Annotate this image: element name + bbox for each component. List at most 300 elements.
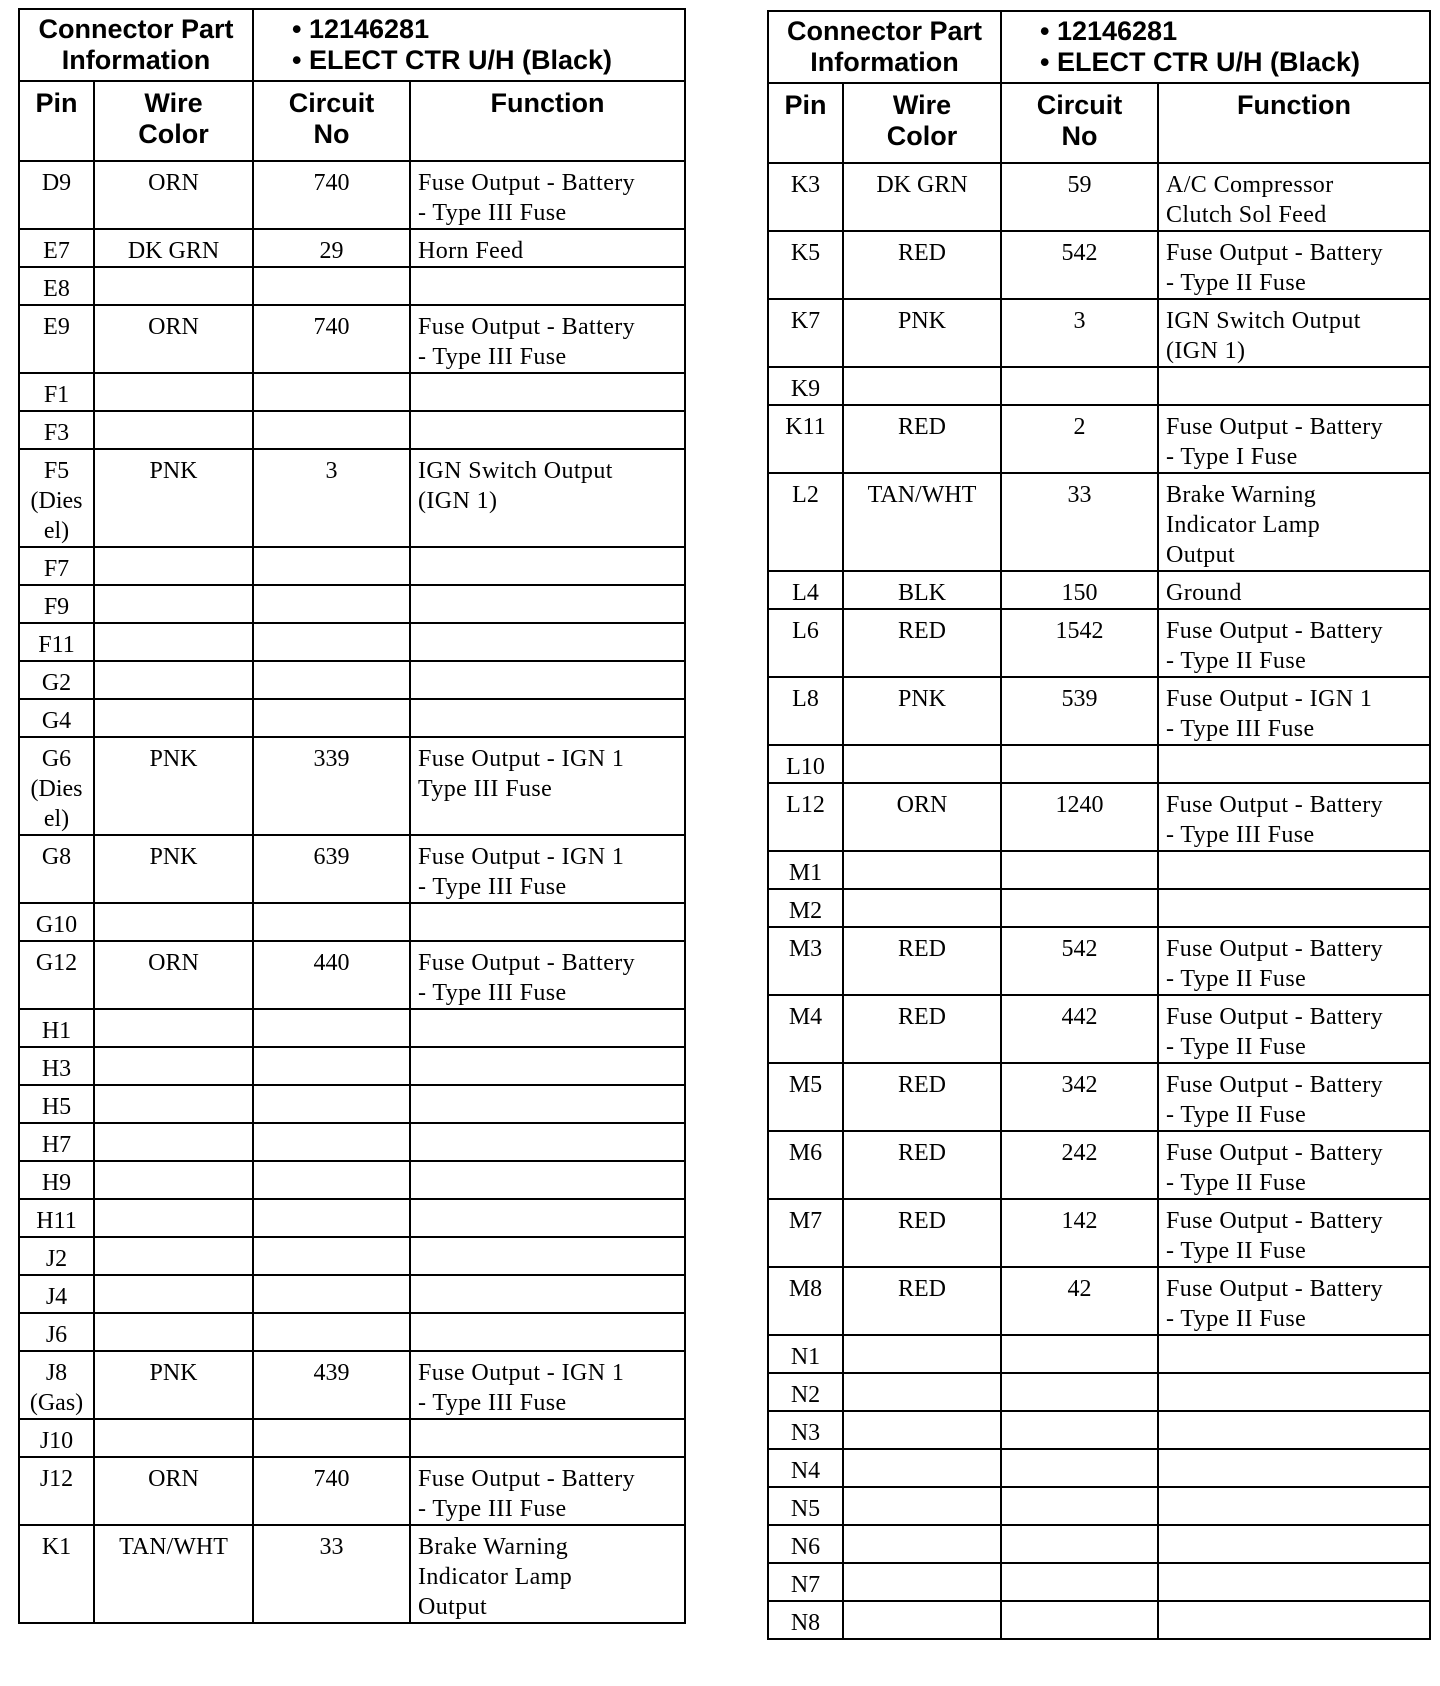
table-row	[19, 1085, 685, 1123]
table-row	[19, 1419, 685, 1457]
wire-color-cell	[94, 1351, 253, 1419]
pin-cell-text: E7	[43, 238, 70, 264]
wire-color-cell-text: RED	[898, 1276, 946, 1302]
table-row	[768, 1335, 1430, 1373]
pin-cell	[19, 1047, 94, 1085]
pin-cell-text: H5	[41, 1094, 72, 1120]
wire-color-cell	[843, 1525, 1001, 1563]
function-cell-text: Brake Warning Indicator Lamp Output	[418, 1534, 573, 1620]
pin-header: Pin	[19, 81, 94, 161]
connector-info-row	[768, 11, 1430, 83]
pin-cell	[768, 367, 843, 405]
circuit-no-cell	[253, 737, 410, 835]
pin-cell-text: J4	[45, 1284, 68, 1310]
function-cell	[1158, 367, 1430, 405]
wire-color-cell-text: DK GRN	[127, 238, 220, 264]
circuit-no-cell-text: 242	[1061, 1140, 1098, 1166]
connector-info-label: Connector Part Information	[768, 11, 1001, 83]
function-header: Function	[410, 81, 685, 161]
pin-cell	[19, 305, 94, 373]
function-cell-text: Fuse Output - Battery - Type II Fuse	[1166, 1004, 1384, 1060]
wire-color-cell-text: RED	[898, 1140, 946, 1166]
circuit-no-cell	[253, 1525, 410, 1623]
table-row	[768, 571, 1430, 609]
wire-color-header: Wire Color	[843, 83, 1001, 163]
table-row	[19, 1009, 685, 1047]
pin-cell-text: J12	[39, 1466, 74, 1492]
circuit-no-cell	[253, 1419, 410, 1457]
table-row	[768, 1449, 1430, 1487]
pin-cell	[19, 1161, 94, 1199]
pin-cell	[768, 745, 843, 783]
pin-cell-text: L4	[792, 580, 819, 606]
pin-cell	[768, 1199, 843, 1267]
pin-cell	[768, 1335, 843, 1373]
pin-cell-text: G10	[35, 912, 78, 938]
circuit-no-cell-text: 150	[1061, 580, 1098, 606]
circuit-no-cell	[253, 1161, 410, 1199]
circuit-no-cell-text: 142	[1061, 1208, 1098, 1234]
table-row	[768, 163, 1430, 231]
wire-color-cell	[94, 1237, 253, 1275]
function-cell	[410, 1085, 685, 1123]
circuit-no-cell	[1001, 1601, 1158, 1639]
pin-cell-text: E8	[43, 276, 70, 302]
circuit-no-cell-text: 1542	[1055, 618, 1104, 644]
wire-color-cell	[94, 1525, 253, 1623]
function-cell	[410, 903, 685, 941]
function-cell	[1158, 473, 1430, 571]
circuit-no-cell	[253, 835, 410, 903]
wire-color-cell	[94, 1275, 253, 1313]
function-cell-text: Fuse Output - Battery - Type II Fuse	[1166, 936, 1384, 992]
pin-cell-text: L12	[786, 792, 825, 818]
circuit-no-cell	[253, 623, 410, 661]
table-row	[19, 1457, 685, 1525]
pin-header: Pin	[768, 83, 843, 163]
function-cell	[410, 1313, 685, 1351]
function-cell-text: Fuse Output - Battery - Type III Fuse	[418, 314, 636, 370]
function-cell-text: Fuse Output - Battery - Type II Fuse	[1166, 1140, 1384, 1196]
circuit-no-cell-text: 440	[313, 950, 350, 976]
circuit-no-cell	[1001, 1267, 1158, 1335]
wire-color-cell	[94, 411, 253, 449]
pin-cell-text: M3	[788, 936, 823, 962]
pin-cell	[768, 1063, 843, 1131]
function-cell	[1158, 1063, 1430, 1131]
table-row	[768, 677, 1430, 745]
table-row	[19, 903, 685, 941]
circuit-no-cell-text: 1240	[1055, 792, 1104, 818]
function-cell-text: Fuse Output - IGN 1 - Type III Fuse	[418, 844, 625, 900]
wire-color-cell	[843, 1411, 1001, 1449]
function-cell-text: Fuse Output - Battery - Type II Fuse	[1166, 1208, 1384, 1264]
circuit-no-cell	[1001, 231, 1158, 299]
wire-color-cell	[843, 1335, 1001, 1373]
column-header-row	[768, 83, 1430, 163]
wire-color-cell	[843, 1267, 1001, 1335]
function-cell	[1158, 1267, 1430, 1335]
function-cell	[410, 267, 685, 305]
function-cell	[410, 1419, 685, 1457]
wire-color-cell	[843, 851, 1001, 889]
wire-color-cell	[94, 1199, 253, 1237]
circuit-no-cell	[1001, 1335, 1158, 1373]
circuit-no-cell	[1001, 473, 1158, 571]
function-cell-text: IGN Switch Output (IGN 1)	[1166, 308, 1361, 364]
circuit-no-cell-text: 740	[313, 170, 350, 196]
pin-cell-text: M6	[788, 1140, 823, 1166]
pin-cell	[768, 851, 843, 889]
table-row	[768, 745, 1430, 783]
table-row	[768, 473, 1430, 571]
pin-cell-text: K9	[790, 376, 821, 402]
pin-cell-text: F3	[43, 420, 70, 446]
wire-color-cell	[94, 229, 253, 267]
wire-color-cell-text: PNK	[149, 746, 198, 772]
pin-cell	[19, 585, 94, 623]
circuit-no-cell-text: 42	[1067, 1276, 1092, 1302]
table-row	[19, 373, 685, 411]
connector-info-value: • 12146281 • ELECT CTR U/H (Black)	[253, 9, 685, 81]
table-row	[19, 737, 685, 835]
wire-color-cell-text: RED	[898, 1208, 946, 1234]
pin-cell	[768, 1449, 843, 1487]
wire-color-cell-text: PNK	[149, 458, 198, 484]
table-row	[19, 941, 685, 1009]
table-row	[19, 449, 685, 547]
wire-color-cell-text: RED	[898, 414, 946, 440]
pin-cell	[19, 1457, 94, 1525]
function-cell	[410, 835, 685, 903]
wire-color-cell	[843, 783, 1001, 851]
wire-color-cell	[843, 231, 1001, 299]
table-row	[768, 1199, 1430, 1267]
function-cell	[1158, 1487, 1430, 1525]
circuit-no-cell	[1001, 571, 1158, 609]
pin-cell	[768, 1487, 843, 1525]
wire-color-cell	[843, 163, 1001, 231]
circuit-no-cell	[253, 1457, 410, 1525]
wire-color-cell	[843, 995, 1001, 1063]
pin-cell	[768, 995, 843, 1063]
function-cell	[1158, 1563, 1430, 1601]
wire-color-cell	[94, 1047, 253, 1085]
wire-color-cell-text: ORN	[148, 950, 199, 976]
pin-cell-text: F5 (Dies el)	[30, 458, 83, 544]
pin-cell	[19, 411, 94, 449]
wire-color-cell	[843, 299, 1001, 367]
circuit-no-cell	[1001, 1411, 1158, 1449]
function-cell	[1158, 1131, 1430, 1199]
circuit-no-cell-text: 3	[1073, 308, 1086, 334]
function-cell-text: Fuse Output - IGN 1 - Type III Fuse	[418, 1360, 625, 1416]
pin-cell-text: K11	[785, 414, 826, 440]
function-cell	[410, 941, 685, 1009]
table-row	[768, 1525, 1430, 1563]
pin-cell	[768, 405, 843, 473]
pin-cell-text: H9	[41, 1170, 72, 1196]
wire-color-cell	[843, 571, 1001, 609]
function-cell	[410, 411, 685, 449]
pin-cell	[768, 299, 843, 367]
function-cell-text: Fuse Output - Battery - Type II Fuse	[1166, 618, 1384, 674]
pin-cell-text: N4	[790, 1458, 821, 1484]
circuit-no-cell	[1001, 677, 1158, 745]
table-row	[768, 783, 1430, 851]
function-cell	[410, 1525, 685, 1623]
function-cell	[410, 1123, 685, 1161]
pin-cell	[768, 1601, 843, 1639]
wire-color-cell	[94, 547, 253, 585]
function-cell	[1158, 571, 1430, 609]
pin-cell-text: D9	[41, 170, 72, 196]
wire-color-cell-text: RED	[898, 1004, 946, 1030]
pin-cell-text: K1	[41, 1534, 72, 1560]
pin-cell	[768, 163, 843, 231]
wire-color-cell	[94, 903, 253, 941]
table-row	[768, 1487, 1430, 1525]
circuit-no-cell	[253, 1123, 410, 1161]
circuit-no-cell	[253, 941, 410, 1009]
pin-cell	[19, 161, 94, 229]
wire-color-cell	[843, 1373, 1001, 1411]
circuit-no-cell	[253, 373, 410, 411]
function-header: Function	[1158, 83, 1430, 163]
wire-color-cell	[94, 161, 253, 229]
pin-cell-text: H3	[41, 1056, 72, 1082]
wire-color-cell	[94, 449, 253, 547]
circuit-no-cell-text: 639	[313, 844, 350, 870]
pin-cell	[768, 609, 843, 677]
table-row	[19, 1199, 685, 1237]
function-cell	[1158, 745, 1430, 783]
pin-cell	[19, 941, 94, 1009]
function-cell	[1158, 609, 1430, 677]
circuit-no-cell-text: 740	[313, 1466, 350, 1492]
wire-color-cell-text: PNK	[149, 844, 198, 870]
wire-color-cell	[94, 373, 253, 411]
pin-cell-text: J2	[45, 1246, 68, 1272]
circuit-no-cell	[253, 1237, 410, 1275]
pin-cell-text: M8	[788, 1276, 823, 1302]
circuit-no-cell-text: 339	[313, 746, 350, 772]
table-row	[19, 1351, 685, 1419]
table-row	[19, 305, 685, 373]
pin-cell	[19, 267, 94, 305]
wire-color-cell	[843, 677, 1001, 745]
wire-color-cell	[94, 835, 253, 903]
pin-cell	[19, 229, 94, 267]
wire-color-cell	[843, 1563, 1001, 1601]
pin-cell-text: K7	[790, 308, 821, 334]
circuit-no-cell	[253, 1085, 410, 1123]
pin-cell	[768, 1267, 843, 1335]
pin-cell	[19, 1525, 94, 1623]
function-cell	[1158, 889, 1430, 927]
pin-cell-text: F1	[43, 382, 70, 408]
function-cell	[1158, 851, 1430, 889]
circuit-no-cell-text: 2	[1073, 414, 1086, 440]
pin-cell-text: L8	[792, 686, 819, 712]
wire-color-cell-text: TAN/WHT	[867, 482, 977, 508]
pin-cell	[19, 1123, 94, 1161]
function-cell	[410, 373, 685, 411]
circuit-no-cell	[253, 411, 410, 449]
function-cell-text: Fuse Output - Battery - Type I Fuse	[1166, 414, 1384, 470]
circuit-no-cell	[1001, 1199, 1158, 1267]
wire-color-cell-text: BLK	[898, 580, 946, 606]
pin-cell-text: J6	[45, 1322, 68, 1348]
function-cell	[410, 449, 685, 547]
circuit-no-cell	[1001, 299, 1158, 367]
pin-cell	[19, 699, 94, 737]
function-cell-text: Horn Feed	[418, 238, 524, 264]
table-row	[19, 699, 685, 737]
function-cell	[410, 1009, 685, 1047]
pin-cell-text: H7	[41, 1132, 72, 1158]
function-cell	[410, 1237, 685, 1275]
circuit-no-cell	[1001, 1563, 1158, 1601]
wire-color-cell	[843, 927, 1001, 995]
wire-color-cell-text: PNK	[149, 1360, 198, 1386]
pin-cell-text: M1	[788, 860, 823, 886]
pin-cell	[19, 1275, 94, 1313]
pin-cell-text: F9	[43, 594, 70, 620]
wire-color-cell-text: ORN	[148, 170, 199, 196]
circuit-no-cell-text: 342	[1061, 1072, 1098, 1098]
wire-color-cell-text: DK GRN	[876, 172, 968, 198]
wire-color-cell	[843, 1131, 1001, 1199]
circuit-no-cell	[1001, 1525, 1158, 1563]
pin-cell-text: M5	[788, 1072, 823, 1098]
pin-cell	[19, 903, 94, 941]
circuit-no-cell	[1001, 889, 1158, 927]
circuit-no-cell	[1001, 405, 1158, 473]
circuit-no-cell	[253, 267, 410, 305]
wire-color-cell	[94, 699, 253, 737]
table-row	[768, 889, 1430, 927]
circuit-no-cell	[253, 903, 410, 941]
circuit-no-cell	[1001, 1063, 1158, 1131]
circuit-no-cell	[253, 161, 410, 229]
circuit-no-cell	[253, 661, 410, 699]
circuit-no-cell	[1001, 1449, 1158, 1487]
function-cell	[410, 737, 685, 835]
table-row	[19, 1275, 685, 1313]
pin-cell-text: G8	[41, 844, 72, 870]
pin-cell-text: G12	[35, 950, 78, 976]
function-cell	[1158, 1335, 1430, 1373]
function-cell-text: Fuse Output - Battery - Type II Fuse	[1166, 1072, 1384, 1128]
pin-cell-text: G6 (Dies el)	[30, 746, 83, 832]
circuit-no-cell-text: 59	[1067, 172, 1092, 198]
wire-color-cell	[94, 1085, 253, 1123]
pin-cell	[19, 373, 94, 411]
pin-cell	[768, 1411, 843, 1449]
wire-color-cell	[94, 941, 253, 1009]
pin-cell	[19, 449, 94, 547]
connector-table-left	[18, 8, 686, 1624]
function-cell	[410, 699, 685, 737]
function-cell	[1158, 1601, 1430, 1639]
wire-color-cell	[843, 1199, 1001, 1267]
column-header-row	[19, 81, 685, 161]
wire-color-cell	[843, 473, 1001, 571]
pin-cell-text: J10	[39, 1428, 74, 1454]
wire-color-cell	[94, 1419, 253, 1457]
circuit-no-cell-text: 3	[325, 458, 338, 484]
function-cell	[1158, 1199, 1430, 1267]
circuit-no-cell-text: 539	[1061, 686, 1098, 712]
wire-color-cell	[843, 367, 1001, 405]
table-row	[768, 851, 1430, 889]
connector-info-row	[19, 9, 685, 81]
function-cell-text: Ground	[1166, 580, 1242, 606]
connector-table-right	[767, 10, 1431, 1640]
table-row	[19, 267, 685, 305]
function-cell	[410, 623, 685, 661]
function-cell	[1158, 783, 1430, 851]
table-row	[768, 299, 1430, 367]
function-cell	[410, 661, 685, 699]
pin-cell-text: N1	[790, 1344, 821, 1370]
function-cell	[410, 161, 685, 229]
circuit-no-header: Circuit No	[1001, 83, 1158, 163]
circuit-no-cell	[1001, 1373, 1158, 1411]
circuit-no-cell	[253, 547, 410, 585]
circuit-no-cell	[1001, 745, 1158, 783]
wire-color-cell	[94, 267, 253, 305]
circuit-no-cell-text: 542	[1061, 240, 1098, 266]
wire-color-cell-text: ORN	[896, 792, 948, 818]
function-cell	[1158, 677, 1430, 745]
function-cell	[410, 229, 685, 267]
circuit-no-cell-text: 740	[313, 314, 350, 340]
function-cell	[410, 1351, 685, 1419]
wire-color-cell-text: RED	[898, 240, 946, 266]
pin-cell-text: F11	[38, 632, 75, 658]
function-cell	[1158, 231, 1430, 299]
wire-color-cell	[94, 1123, 253, 1161]
table-row	[768, 1601, 1430, 1639]
pin-cell	[768, 783, 843, 851]
circuit-no-cell	[253, 305, 410, 373]
pin-cell-text: N6	[790, 1534, 821, 1560]
pin-cell-text: N3	[790, 1420, 821, 1446]
pin-cell	[19, 835, 94, 903]
function-cell	[1158, 1449, 1430, 1487]
pin-cell-text: L10	[786, 754, 825, 780]
wire-color-cell	[843, 405, 1001, 473]
pin-cell	[19, 547, 94, 585]
table-row	[768, 995, 1430, 1063]
pin-cell	[19, 1085, 94, 1123]
table-row	[19, 623, 685, 661]
circuit-no-cell	[253, 1199, 410, 1237]
function-cell-text: Fuse Output - Battery - Type III Fuse	[1166, 792, 1384, 848]
function-cell-text: Brake Warning Indicator Lamp Output	[1166, 482, 1321, 568]
table-row	[19, 1525, 685, 1623]
circuit-no-cell	[1001, 851, 1158, 889]
pin-cell	[768, 1131, 843, 1199]
function-cell	[1158, 1373, 1430, 1411]
circuit-no-cell	[253, 229, 410, 267]
function-cell	[410, 305, 685, 373]
table-row	[768, 367, 1430, 405]
table-row	[768, 1063, 1430, 1131]
pin-cell	[19, 1237, 94, 1275]
